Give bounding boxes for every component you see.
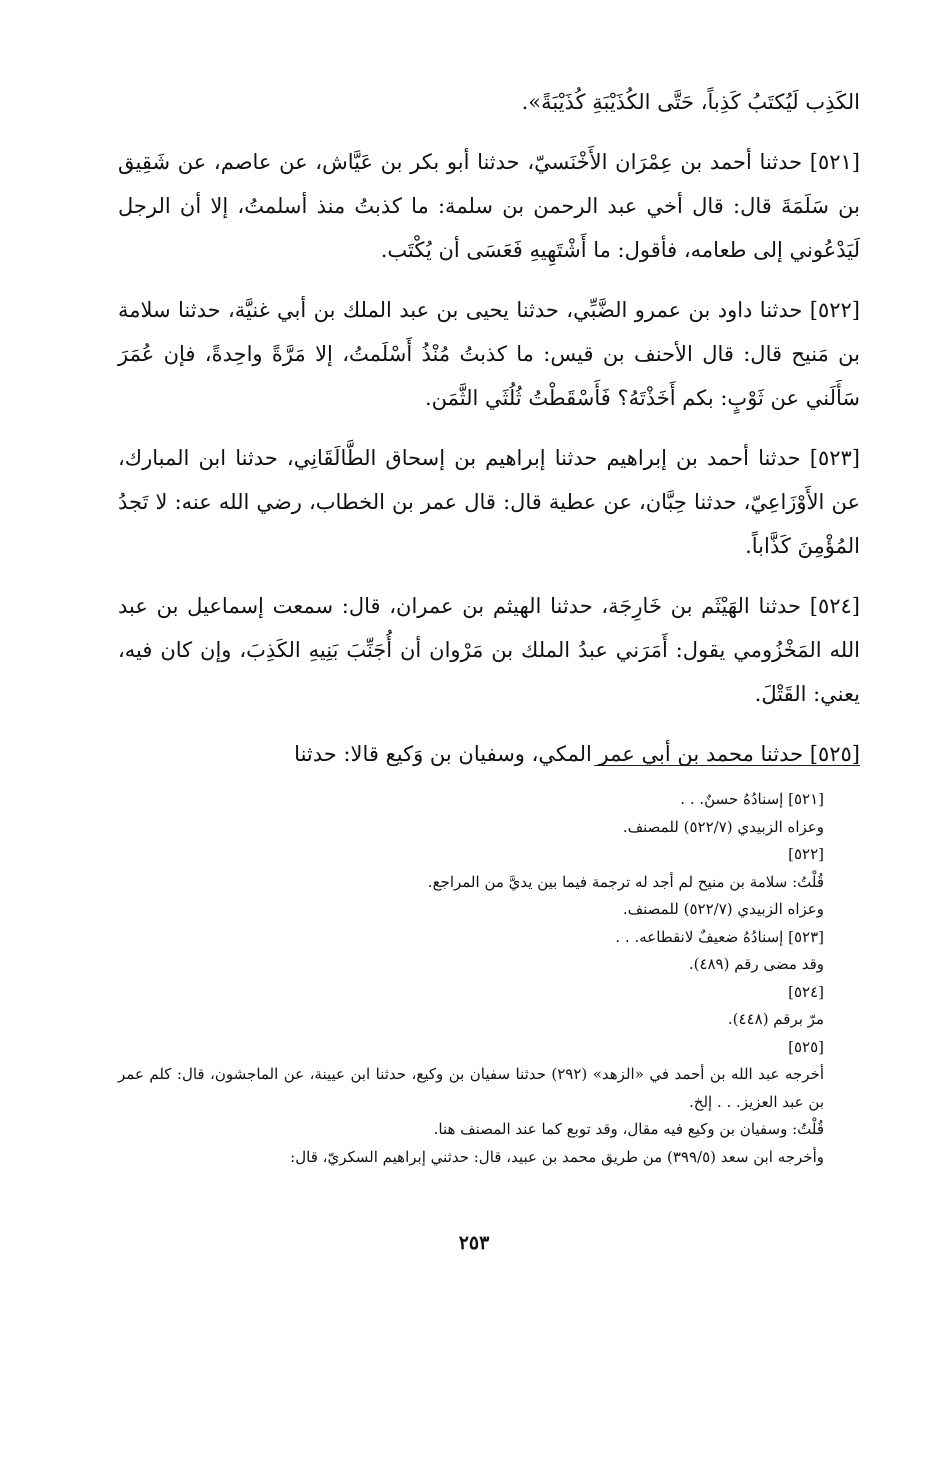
continuation-line: الكَذِب لَيُكتَبُ كَذِباً، حَتَّى الكُذَيْبَةِ كُذَيْبَةً». — [521, 90, 860, 114]
page-number: ٢٥٣ — [458, 1232, 490, 1254]
footnote-divider — [594, 765, 860, 766]
hadith-521: [٥٢١] حدثنا أحمد بن عِمْرَان الأَخْنَسيّ، حدثنا أبو بكر بن عَيَّاش، عن عاصم، عن شَقِيق بن سَلَمَةَ قال: قال أخي عبد الرحمن بن سلمة: ما كذبتُ منذ أسلمتُ، إلا أن الرجل لَيَدْعُوني إلى طعامه، فأقول: ما أَشْتَهِيهِ فَعَسَى أن يُكْتَب. — [118, 150, 860, 262]
footnote-line: وأخرجه ابن سعد (٣٩٩/٥) من طريق محمد بن عبيد، قال: حدثني إبراهيم السكريّ، قال: — [290, 1147, 824, 1166]
footnote-line: [٥٢١] إسنادُهُ حسنٌ. . . — [680, 790, 824, 808]
main-text — [118, 80, 860, 792]
footnote-line: قُلْتُ: وسفيان بن وكيع فيه مقال، وقد توبع كما عند المصنف هنا. — [433, 1120, 824, 1138]
footnote-line: قُلْتُ: سلامة بن منيح لم أجد له ترجمة فيما بين يديَّ من المراجع. — [427, 872, 824, 891]
footnote-line: [٥٢٢] — [788, 845, 824, 863]
footnotes — [118, 786, 860, 1171]
hadith-524: [٥٢٤] حدثنا الهَيْثَم بن خَارِجَة، حدثنا الهيثم بن عمران، قال: سمعت إسماعيل بن عبد الله المَخْزُومي يقول: أَمَرَني عبدُ الملك بن مَرْوان أن أُجَنِّبَ بَنِيهِ الكَذِبَ، وإن كان فيه، يعني: القَتْلَ. — [118, 594, 860, 706]
footnote-line: [٥٢٥] — [788, 1037, 824, 1056]
footnote-line: وعزاه الزبيدي (٥٢٢/٧) للمصنف. — [622, 817, 824, 836]
hadith-525: [٥٢٥] حدثنا محمد بن أبي عمر المكي، وسفيان بن وَكيع قالا: حدثنا — [294, 742, 860, 766]
footnote-line: [٥٢٤] — [788, 982, 824, 1001]
hadith-522: [٥٢٢] حدثنا داود بن عمرو الضَّبِّي، حدثنا يحيى بن عبد الملك بن أبي غنيَّة، حدثنا سلامة بن مَنيح قال: قال الأحنف بن قيس: ما كذبتُ مُنْذُ أَسْلَمتُ، إلا مَرَّةً واحِدةً، فإن عُمَرَ سَأَلَني عن ثَوْبٍ: بكم أَخَذْتَهُ؟ فَأَسْقَطْتُ ثُلُثَي الثَّمَن. — [118, 298, 860, 410]
footnote-line: أخرجه عبد الله بن أحمد في «الزهد» (٢٩٢) حدثنا سفيان بن وكيع، حدثنا ابن عيينة، عن الماجشون، قال: كلم عمر بن عبد العزيز. . . إلخ. — [118, 1065, 824, 1111]
footnote-line: [٥٢٣] إسنادُهُ ضعيفٌ لانقطاعه. . . — [615, 927, 824, 946]
footnote-line: وقد مضى رقم (٤٨٩). — [688, 955, 824, 973]
footnote-line: وعزاه الزبيدي (٥٢٢/٧) للمصنف. — [622, 900, 824, 918]
hadith-523: [٥٢٣] حدثنا أحمد بن إبراهيم حدثنا إبراهيم بن إسحاق الطَّالَقَانِي، حدثنا ابن المبارك، عن الأَوْزَاعِيّ، حدثنا حِبَّان، عن عطية قال: قال عمر بن الخطاب، رضي الله عنه: لا تَجدُ المُؤْمِنَ كَذَّاباً. — [118, 446, 860, 558]
footnote-line: مرّ برقم (٤٤٨). — [727, 1010, 824, 1028]
